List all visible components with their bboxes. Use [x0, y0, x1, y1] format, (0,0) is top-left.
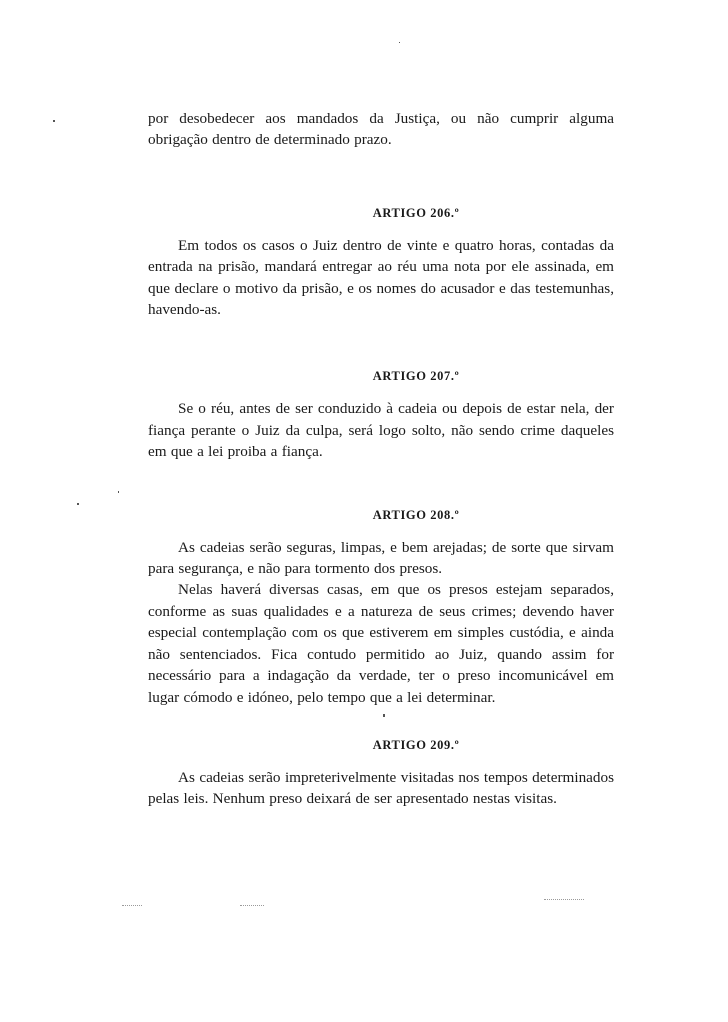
- article-207: [148, 369, 614, 462]
- intro-paragraph: por desobedecer aos mandados da Justiça, ou não cumprir alguma obrigação dentro de determinado prazo.: [148, 110, 614, 149]
- article-heading: ARTIGO 209.º: [372, 737, 460, 752]
- scan-dots: [240, 905, 264, 907]
- article-paragraph: As cadeias serão impreterivelmente visitadas nos tempos determinados pelas leis. Nenhum preso deixará de ser apresentado nestas visitas.: [148, 768, 614, 808]
- article-paragraph: Em todos os casos o Juiz dentro de vinte e quatro horas, contadas da entrada na prisão, mandará entregar ao réu uma nota por ele assinada, em que declare o motivo da prisão, e os nomes do acusador e das testemunhas, havendo-as.: [148, 236, 614, 319]
- article-paragraph: Se o réu, antes de ser conduzido à cadeia ou depois de estar nela, der fiança perante o Juiz da culpa, será logo solto, não sendo crime daqueles em que a lei proiba a fiança.: [148, 400, 614, 461]
- document-page: [148, 108, 614, 810]
- article-heading: ARTIGO 207.º: [372, 369, 460, 384]
- article-206: [148, 206, 614, 321]
- scan-speck: [399, 42, 400, 43]
- scan-speck: [77, 503, 79, 505]
- scan-dots: [544, 899, 584, 901]
- article-heading: ARTIGO 206.º: [372, 205, 460, 220]
- article-paragraph: As cadeias serão seguras, limpas, e bem arejadas; de sorte que sirvam para segurança, e não para tormento dos presos.: [148, 538, 614, 578]
- scan-speck: [118, 491, 119, 493]
- article-heading: ARTIGO 208.º: [372, 507, 460, 522]
- article-209: [148, 738, 614, 810]
- scan-dots: [122, 905, 142, 907]
- scan-speck: [383, 714, 385, 717]
- scan-speck: [53, 120, 55, 122]
- article-208: [148, 508, 614, 708]
- article-paragraph: Nelas haverá diversas casas, em que os presos estejam separados, conforme as suas qualidades e a natureza de seus crimes; devendo haver especial contemplação com os que estiverem em simples custódia, e ainda não sentenciados. Fica contudo permitido ao Juiz, quando assim for necessário para a indagação da verdade, ter o preso incomunicável em lugar cómodo e idóneo, pelo tempo que a lei determinar.: [148, 581, 614, 706]
